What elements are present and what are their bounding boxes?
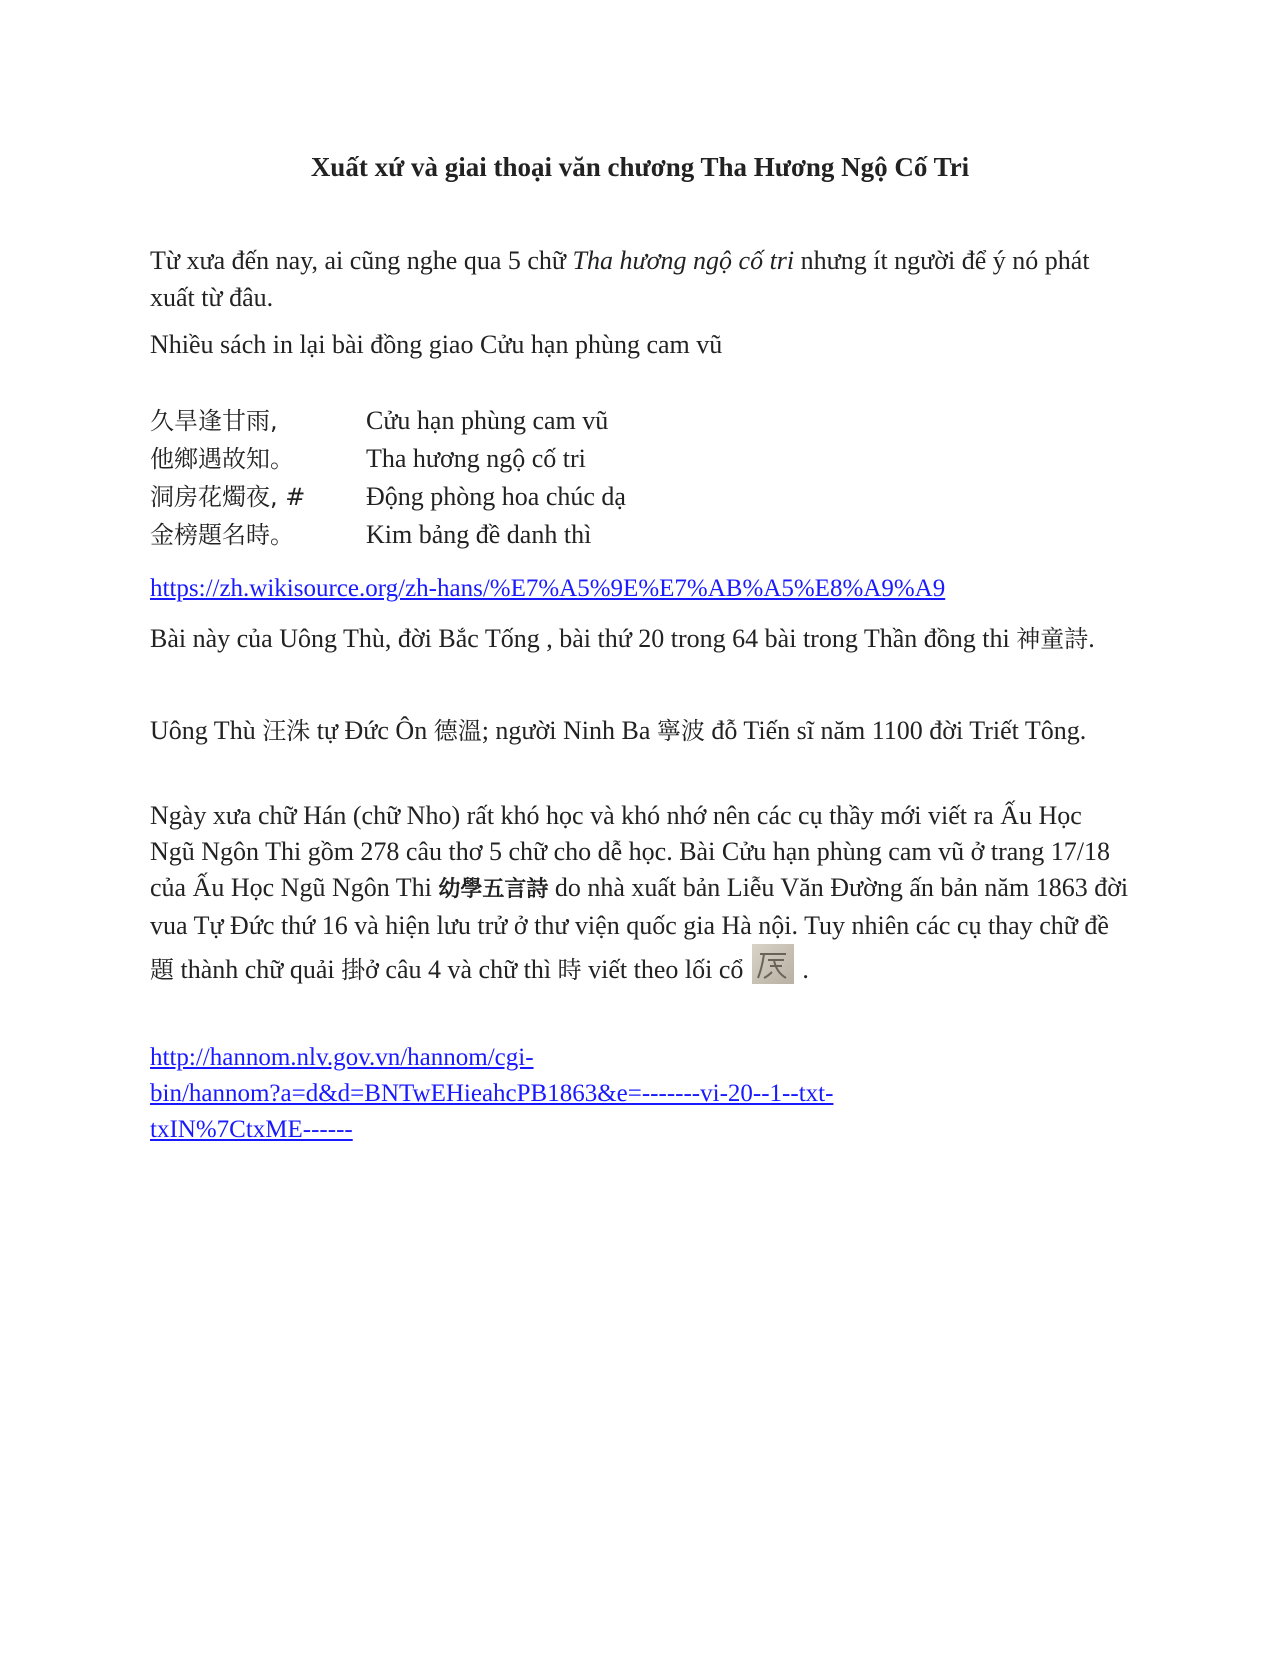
poem-han-2: 他鄉遇故知。 [150,445,294,473]
poem-intro: Nhiều sách in lại bài đồng giao Cửu hạn phùng cam vũ [150,330,723,359]
bio-text-3: ; người Ninh Ba [481,716,657,745]
bio-han-2: 德溫 [433,717,482,745]
history-text-2: do nhà xuất bản Liễu Văn Đường ấn bản năm 1863 đời vua Tự Đức thứ 16 và hiện lưu trử ở thư viện quốc gia Hà nội. Tuy nhiên các cụ thay chữ đề [150,873,1129,940]
history-paragraph [150,798,1130,988]
poem-viet-4: Kim bảng đề danh thì [366,520,592,549]
wikisource-link[interactable]: https://zh.wikisource.org/zh-hans/%E7%A5%9E%E7%AB%A5%E8%A9%A9 [150,575,946,602]
hannom-link[interactable] [150,1044,833,1143]
history-text-4: ở câu 4 và chữ thì [365,955,558,984]
poem-han-3: 洞房花燭夜, # [150,483,306,511]
poem-viet-1: Cửu hạn phùng cam vũ [366,406,609,435]
history-han-4: 時 [557,956,582,984]
bio-text-1: Uông Thù [150,716,263,745]
author-han-title: 神童詩 [1016,625,1089,653]
hannom-link-paragraph [150,1040,1130,1148]
poem-han-1: 久旱逢甘雨, [150,407,278,435]
author-paragraph [150,620,1130,658]
poem-viet-2: Tha hương ngộ cố tri [366,444,586,473]
poem-block [150,402,850,554]
poem-line-4 [150,516,850,554]
poem-line-2 [150,440,850,478]
history-han-1: 幼學五言詩 [438,877,549,902]
author-text: Bài này của Uông Thù, đời Bắc Tống , bài thứ 20 trong 64 bài trong Thần đồng thi [150,624,1017,653]
history-han-2: 題 [150,956,174,984]
intro-text-before: Từ xưa đến nay, ai cũng nghe qua 5 chữ [150,246,573,275]
bio-paragraph [150,712,1130,750]
author-end: . [1088,624,1095,653]
ancient-character-glyph-icon [752,944,794,984]
intro-italic-phrase: Tha hương ngộ cố tri [572,246,795,275]
bio-text-2: tự Đức Ôn [310,716,434,745]
history-text-3: thành chữ quải [174,955,342,984]
intro-paragraph [150,242,1130,316]
poem-han-4: 金榜題名時。 [150,521,294,549]
hannom-link-line-2: bin/hannom?a=d&d=BNTwEHieahcPB1863&e=-------vi-20--1--txt- [150,1080,834,1107]
bio-han-1: 汪洙 [262,717,311,745]
bio-han-3: 寧波 [656,717,705,745]
page-title: Xuất xứ và giai thoại văn chương Tha Hương Ngộ Cố Tri [310,152,970,182]
hannom-link-line-1: http://hannom.nlv.gov.vn/hannom/cgi- [150,1044,534,1071]
poem-line-1 [150,402,850,440]
bio-text-4: đỗ Tiến sĩ năm 1100 đời Triết Tông. [704,716,1087,745]
poem-line-3 [150,478,850,516]
wikisource-link-paragraph [150,570,1130,607]
intro-text-after: nhưng ít người để ý nó phát xuất từ đâu. [150,246,1090,312]
history-text-1: Ngày xưa chữ Hán (chữ Nho) rất khó học và khó nhớ nên các cụ thầy mới viết ra Ấu Học Ngũ Ngôn Thi gồm 278 câu thơ 5 chữ cho dễ học. Bài Cửu hạn phùng cam vũ ở trang 17/18 của Ấu Học Ngũ Ngôn Thi [150,801,1110,902]
hannom-link-line-3: txIN%7CtxME------ [150,1116,353,1143]
poem-viet-3: Động phòng hoa chúc dạ [366,482,626,511]
history-text-5: viết theo lối cổ [581,955,750,984]
history-text-6: . [795,955,809,984]
history-han-3: 掛 [341,956,366,984]
